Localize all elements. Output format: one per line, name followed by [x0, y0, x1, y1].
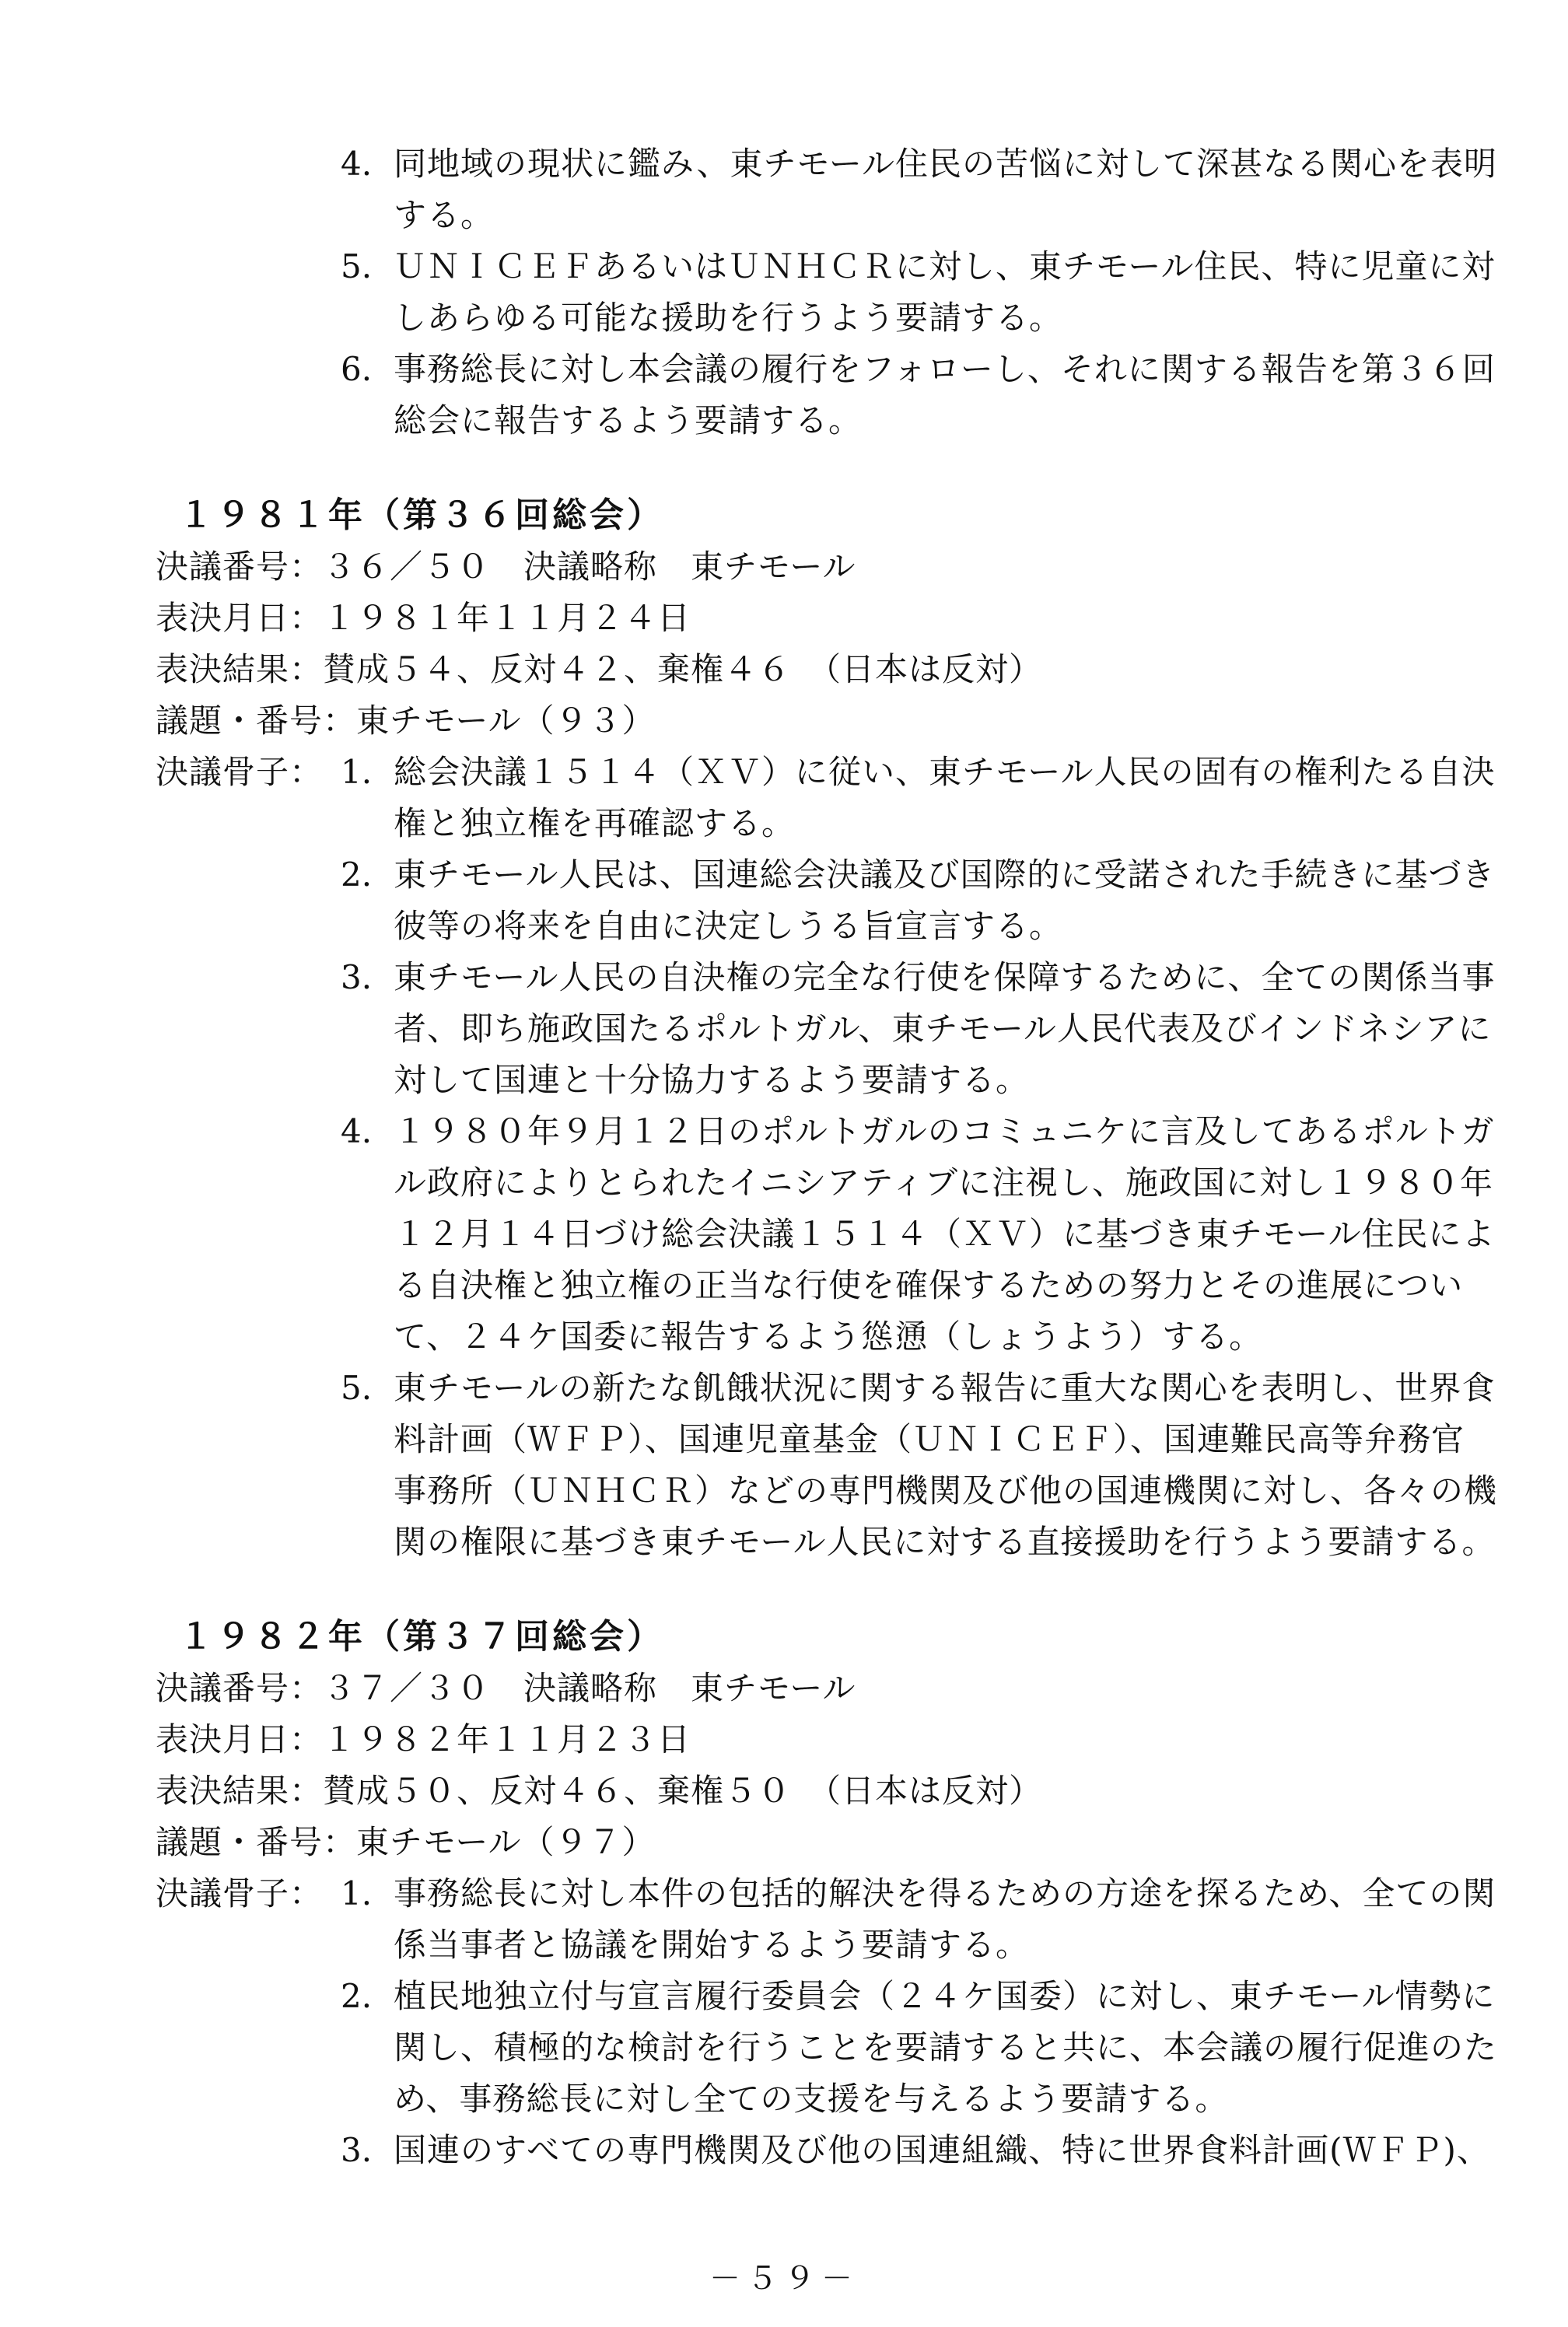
item-line: 対して国連と十分協力するよう要請する。 — [394, 1061, 1030, 1099]
gist-label: 決議骨子： — [156, 753, 324, 791]
intro-item-6-number: 6. — [341, 350, 373, 388]
intro-item-4-line-1: 同地域の現状に鑑み、東チモール住民の苦悩に対して深甚なる関心を表明 — [394, 145, 1498, 183]
item-line: 事務所（ＵＮＨＣＲ）などの専門機関及び他の国連機関に対し、各々の機 — [394, 1471, 1498, 1510]
item-number: 2. — [341, 1977, 373, 2015]
item-line: 植民地独立付与宣言履行委員会（２４ケ国委）に対し、東チモール情勢に — [394, 1977, 1496, 2015]
date-line: 表決月日：１９８１年１１月２４日 — [156, 599, 691, 637]
intro-item-4-number: 4. — [341, 145, 373, 183]
item-line: １９８０年９月１２日のポルトガルのコミュニケに言及してあるポルトガ — [394, 1112, 1495, 1150]
item-line: 権と独立権を再確認する。 — [394, 804, 796, 842]
agenda-line: 議題・番号：東チモール（９３） — [156, 702, 656, 740]
item-line: め、事務総長に対し全ての支援を与えるよう要請する。 — [394, 2080, 1229, 2118]
item-line: 関の権限に基づき東チモール人民に対する直接援助を行うよう要請する。 — [394, 1523, 1496, 1561]
item-line: ル政府によりとられたイニシアティブに注視し、施政国に対し１９８０年 — [394, 1164, 1493, 1202]
item-line: て、２４ケ国委に報告するよう慫慂（しょうよう）する。 — [394, 1317, 1263, 1356]
gist-label: 決議骨子： — [156, 1874, 324, 1912]
item-number: 1. — [341, 753, 373, 791]
date-line: 表決月日：１９８２年１１月２３日 — [156, 1720, 691, 1758]
resolution-line: 決議番号：３７／３０ 決議略称 東チモール — [156, 1669, 856, 1707]
item-line: １２月１４日づけ総会決議１５１４（ＸＶ）に基づき東チモール住民によ — [394, 1215, 1496, 1253]
page-number: －５９－ — [709, 2261, 859, 2297]
item-line: 者、即ち施政国たるポルトガル、東チモール人民代表及びインドネシアに — [394, 1010, 1492, 1048]
agenda-line: 議題・番号：東チモール（９７） — [156, 1823, 656, 1861]
item-line: 関し、積極的な検討を行うことを要請すると共に、本会議の履行促進のた — [394, 2028, 1498, 2066]
item-line: 東チモールの新たな飢餓状況に関する報告に重大な関心を表明し、世界食 — [394, 1369, 1496, 1407]
section-title: １９８１年（第３６回総会） — [179, 495, 664, 535]
resolution-line: 決議番号：３６／５０ 決議略称 東チモール — [156, 548, 856, 586]
intro-item-6-line-2: 総会に報告するよう要請する。 — [394, 401, 863, 439]
result-line: 表決結果：賛成５０、反対４６、棄権５０ （日本は反対） — [156, 1772, 1043, 1810]
item-number: 5. — [341, 1369, 373, 1407]
intro-item-6-line-1: 事務総長に対し本会議の履行をフォローし、それに関する報告を第３６回 — [394, 350, 1496, 388]
item-line: 事務総長に対し本件の包括的解決を得るための方途を探るため、全ての関 — [394, 1874, 1496, 1912]
intro-item-4-line-2: する。 — [394, 196, 495, 234]
item-number: 3. — [341, 2131, 373, 2169]
item-line: る自決権と独立権の正当な行使を確保するための努力とその進展につい — [394, 1266, 1464, 1304]
intro-item-5-number: 5. — [341, 247, 373, 285]
result-line: 表決結果：賛成５４、反対４２、棄権４６ （日本は反対） — [156, 650, 1043, 688]
section-title: １９８２年（第３７回総会） — [179, 1617, 664, 1657]
item-number: 1. — [341, 1874, 373, 1912]
item-number: 2. — [341, 856, 373, 894]
item-line: 東チモール人民の自決権の完全な行使を保障するために、全ての関係当事 — [394, 958, 1496, 996]
item-number: 3. — [341, 958, 373, 996]
item-line: 彼等の将来を自由に決定しうる旨宣言する。 — [394, 907, 1063, 945]
intro-item-5-line-2: しあらゆる可能な援助を行うよう要請する。 — [394, 299, 1063, 337]
item-line: 料計画（ＷＦＰ）、国連児童基金（ＵＮＩＣＥＦ）、国連難民高等弁務官 — [394, 1420, 1465, 1458]
item-line: 東チモール人民は、国連総会決議及び国際的に受諾された手続きに基づき — [394, 856, 1496, 894]
item-line: 総会決議１５１４（ＸＶ）に従い、東チモール人民の固有の権利たる自決 — [394, 753, 1496, 791]
item-line: 国連のすべての専門機関及び他の国連組織、特に世界食料計画(ＷＦＰ)、 — [394, 2131, 1490, 2169]
intro-item-5-line-1: ＵＮＩＣＥＦあるいはＵＮＨＣＲに対し、東チモール住民、特に児童に対 — [394, 247, 1496, 285]
item-number: 4. — [341, 1112, 373, 1150]
item-line: 係当事者と協議を開始するよう要請する。 — [394, 1926, 1030, 1964]
